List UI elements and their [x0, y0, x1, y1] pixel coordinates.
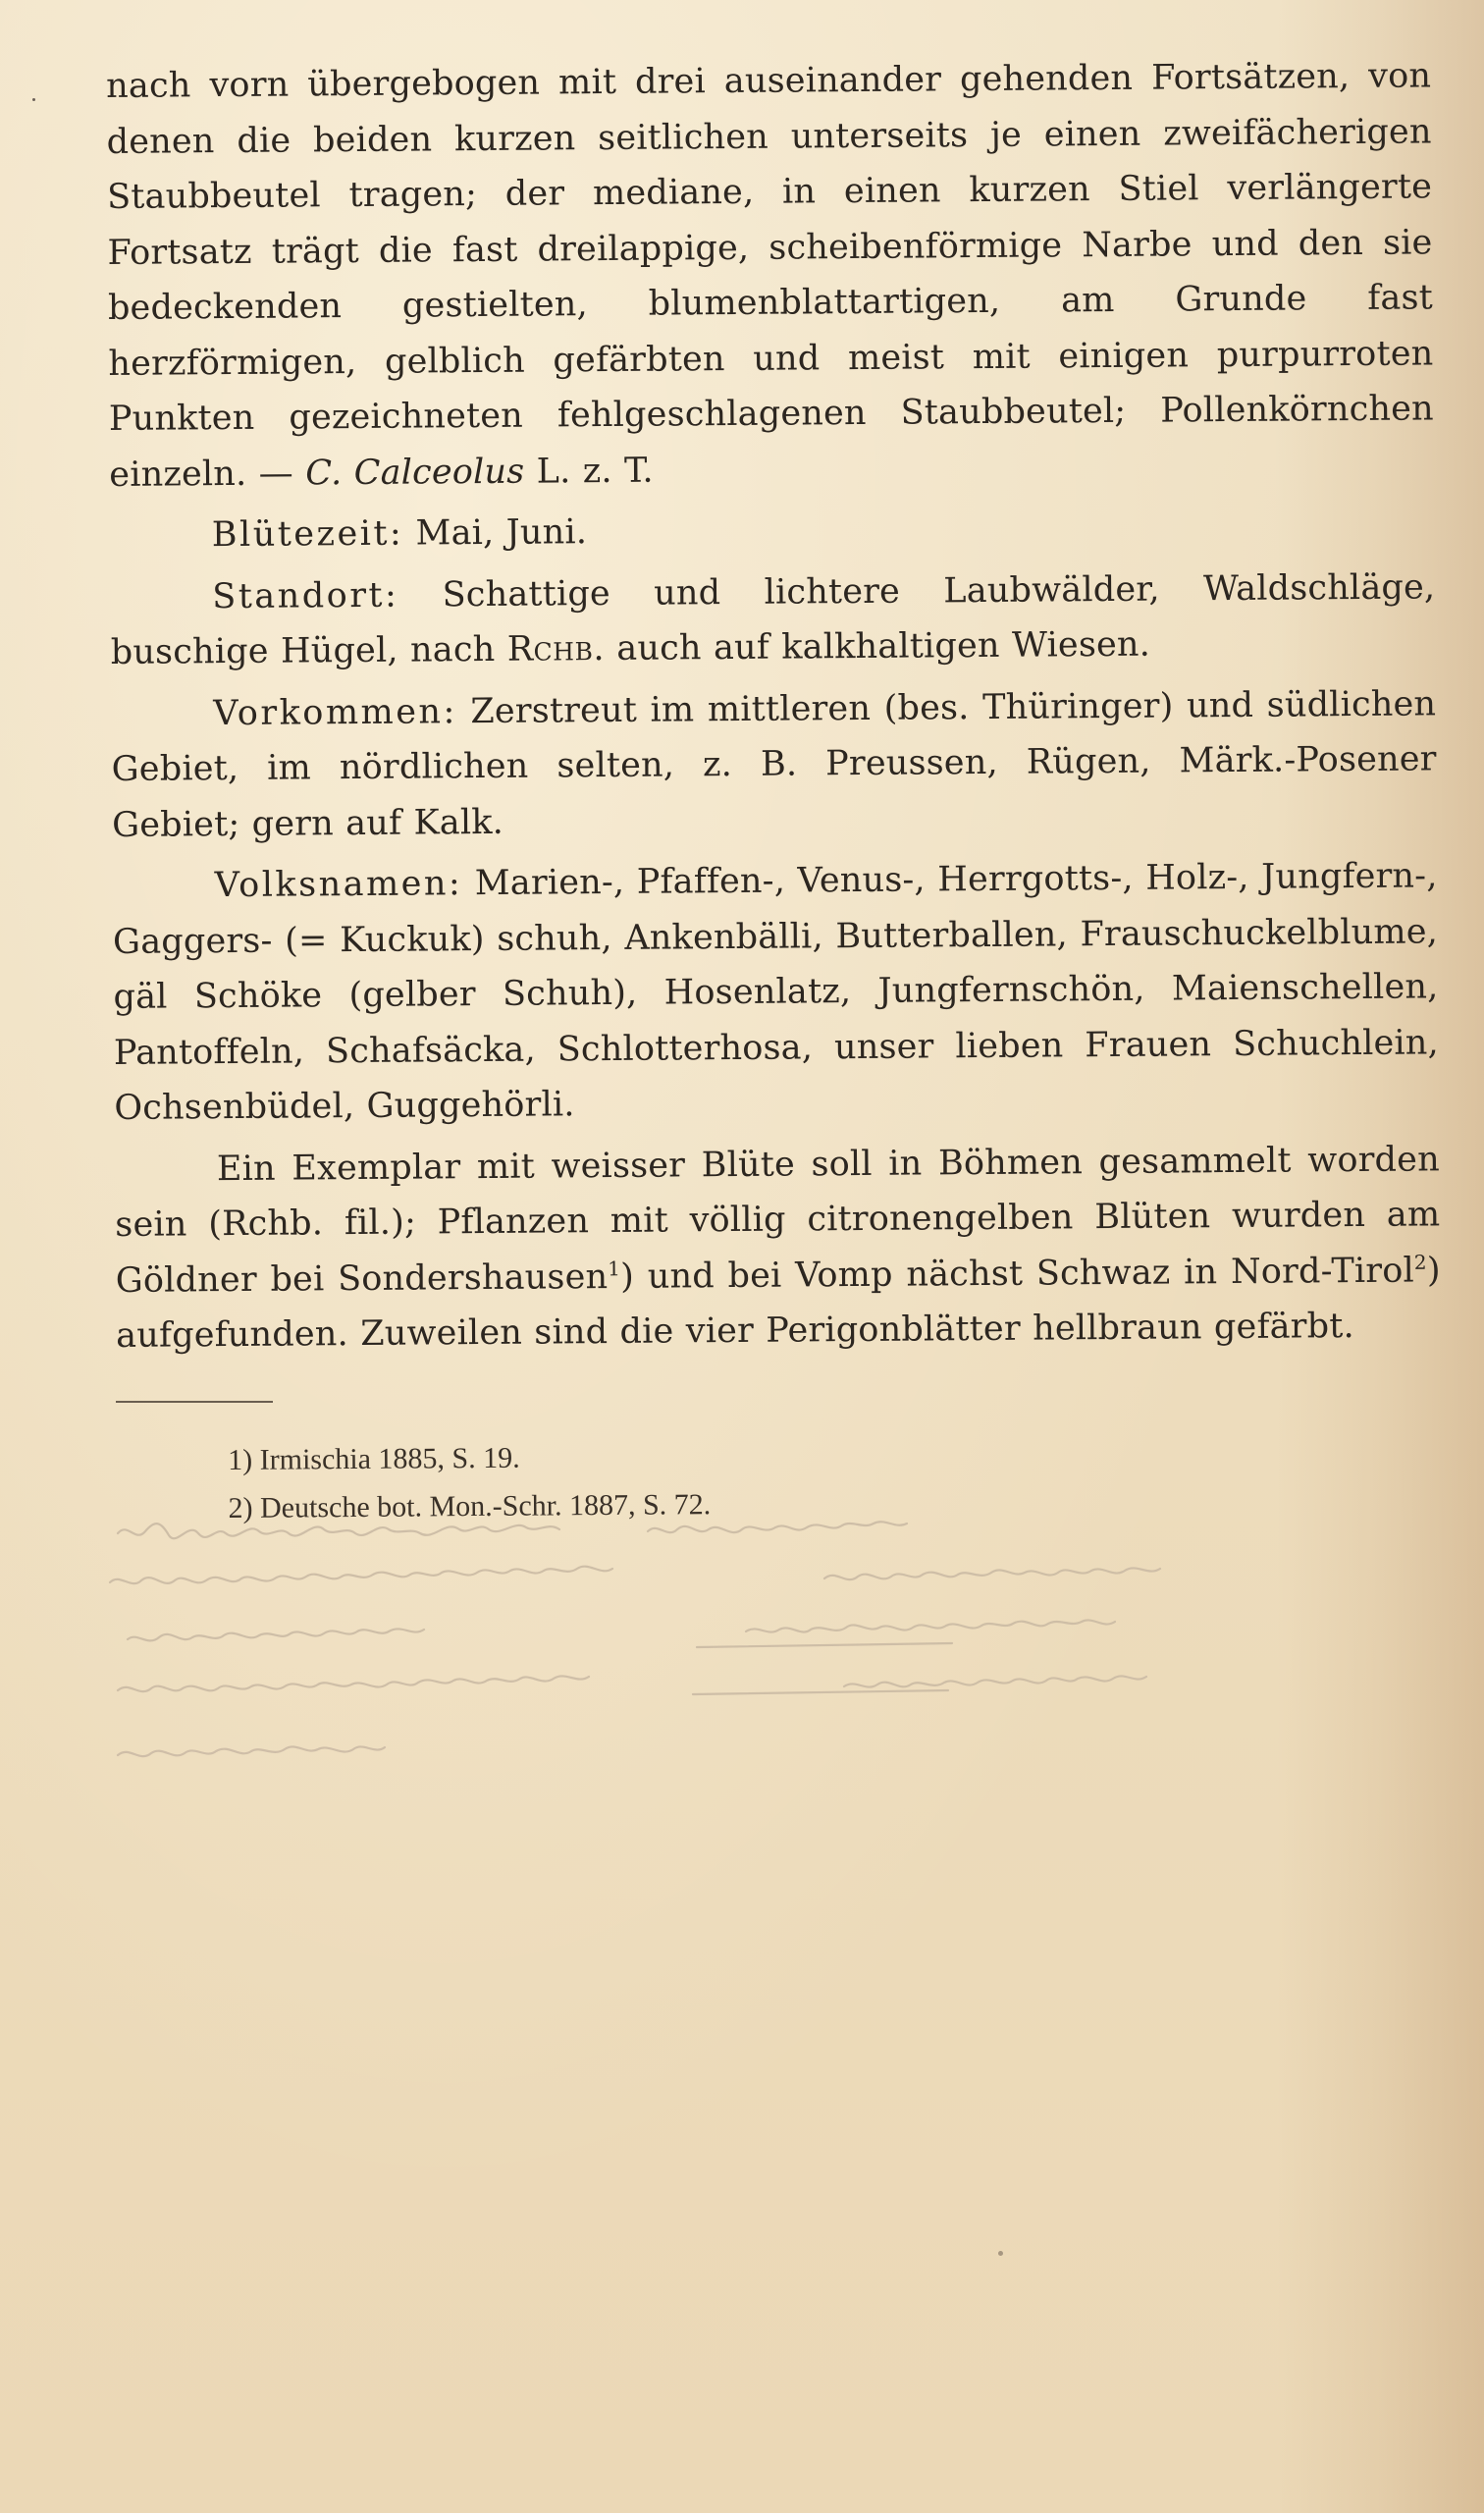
main-text-block — [106, 48, 1441, 1363]
species-name: C. Calceolus — [305, 452, 525, 493]
footnote-ref-2: 2 — [1413, 1250, 1427, 1274]
footnote-rule — [116, 1401, 273, 1403]
paragraph-vorkommen — [111, 676, 1437, 853]
vorkommen-label: Vorkommen: — [213, 691, 457, 733]
species-authority: L. z. T. — [524, 451, 654, 492]
paragraph-standort — [110, 560, 1436, 681]
author-abbrev: Rchb. — [506, 629, 606, 669]
paragraph-description — [106, 48, 1435, 503]
volksnamen-label: Volksnamen: — [214, 864, 463, 906]
speck-mark — [32, 98, 35, 101]
exemplar-text-2: ) und bei Vomp nächst Schwaz in Nord-Tirol — [620, 1251, 1415, 1297]
description-text: nach vorn übergebogen mit drei auseinander gehenden Fortsätzen, von denen die beiden kurzen seitlichen unterseits je einen zweifächerigen Staubbeutel tragen; der mediane, in einen kurzen Stiel verlängerte Fortsatz trägt die fast dreilappige, scheibenförmige Narbe und den sie bedeckenden gestielten, blumenblattartigen, am Grunde fast herzförmigen, gelblich gefärbten und meist mit einigen purpurroten Punkten gezeichneten fehlgeschlagenen Staubbeutel; Pollenkörnchen einzeln. — — [106, 56, 1434, 495]
paragraph-volksnamen — [112, 848, 1439, 1136]
bleed-through-handwriting — [98, 1512, 1433, 1806]
standort-text-2: auch auf kalkhaltigen Wiesen. — [604, 624, 1151, 669]
volksnamen-text: Marien-, Pfaffen-, Venus-, Herrgotts-, Holz-, Jungfern-, Gaggers- (= Kuckuk) schuh, Ankenbälli, Butterballen, Frauschuckelblume, gäl Schöke (gelber Schuh), Hosenlatz, Jungfernschön, Maienschellen, Pantoffeln, Schafsäcka, Schlotterhosa, unser lieben Frauen Schuchlein, Ochsenbüdel, Guggehörli. — [112, 856, 1440, 1128]
exemplar-text-3: ) aufgefunden. Zuweilen sind die vier Perigonblätter hellbraun gefärbt. — [116, 1250, 1441, 1356]
bluetezeit-label: Blütezeit: — [211, 513, 404, 556]
footnote-1: 1) Irmischia 1885, S. 19. — [228, 1441, 520, 1476]
standort-label: Standort: — [212, 575, 399, 616]
paragraph-bluetezeit — [110, 498, 1435, 563]
exemplar-text-1: Ein Exemplar mit weisser Blüte soll in Böhmen gesammelt worden sein (Rchb. fil.); Pflanzen mit völlig citronengelben Blüten wurden am Göldner bei Sondershausen — [115, 1139, 1441, 1301]
footnote-2: 2) Deutsche bot. Mon.-Schr. 1887, S. 72. — [228, 1488, 712, 1524]
bluetezeit-text: Mai, Juni. — [403, 512, 588, 554]
vorkommen-text: Zerstreut im mittleren (bes. Thüringer) und südlichen Gebiet, im nördlichen selten, z. B. Preussen, Rügen, Märk.-Posener Gebiet; gern auf Kalk. — [111, 683, 1437, 845]
speck-mark — [998, 2251, 1003, 2256]
footnote-ref-1: 1 — [608, 1256, 621, 1280]
standort-text-1: Schattige und lichtere Laubwälder, Waldschläge, buschige Hügel, nach — [110, 566, 1436, 672]
paragraph-exemplar — [115, 1132, 1442, 1364]
